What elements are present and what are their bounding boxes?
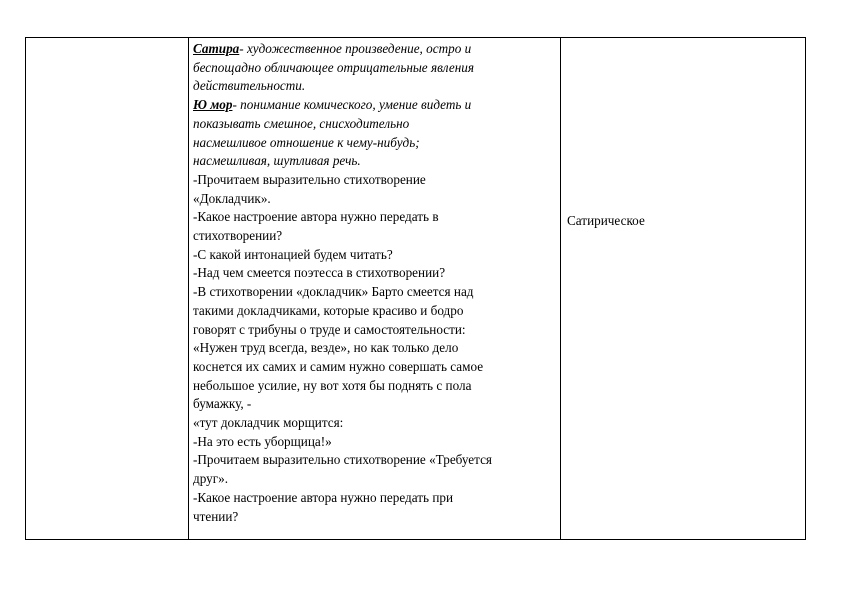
text-line: -Прочитаем выразительно стихотворение «Требуется <box>193 452 492 468</box>
text-line: -Прочитаем выразительно стихотворение <box>193 171 426 187</box>
lesson-table <box>25 37 806 540</box>
definition-line: показывать смешное, снисходительно <box>193 115 410 131</box>
text-line: -На это есть уборщица!» <box>193 433 332 449</box>
text-line: говорят с трибуны о труде и самостоятельности: <box>193 321 466 337</box>
definition-line: насмешливое отношение к чему-нибудь; <box>193 134 420 150</box>
text-line: -Какое настроение автора нужно передать в <box>193 209 439 225</box>
text-line: «тут докладчик морщится: <box>193 415 344 431</box>
text-line: -Какое настроение автора нужно передать при <box>193 489 454 505</box>
definition-line: Ю мор- понимание комического, умение видеть и <box>193 97 472 113</box>
text-line: бумажку, - <box>193 396 252 412</box>
table-cell-left <box>26 38 188 539</box>
table-cell-content <box>189 38 561 539</box>
definition-term: Ю мор <box>193 97 233 113</box>
text-line: -Над чем смеется поэтесса в стихотворении? <box>193 265 446 281</box>
text-line: коснется их самих и самим нужно совершать самое <box>193 358 484 374</box>
result-text: Сатирическое <box>567 213 645 228</box>
definition-term: Сатира <box>193 41 240 56</box>
definition-line: Сатира- художественное произведение, остро и <box>193 41 472 56</box>
table-cell-result <box>561 38 805 539</box>
definition-line: насмешливая, шутливая речь. <box>193 153 361 169</box>
text-line: небольшое усилие, ну вот хотя бы поднять с пола <box>193 377 472 393</box>
definition-line: беспощадно обличающее отрицательные явления <box>193 59 475 75</box>
text-line: -В стихотворении «докладчик» Барто смеется над <box>193 284 474 300</box>
text-line: такими докладчиками, которые красиво и бодро <box>193 302 464 318</box>
text-line: «Нужен труд всегда, везде», но как только дело <box>193 340 459 356</box>
text-line: чтении? <box>193 508 239 524</box>
text-line: «Докладчик». <box>193 190 271 206</box>
definition-line: действительности. <box>193 78 306 94</box>
text-line: стихотворении? <box>193 228 283 244</box>
text-line: друг». <box>193 471 229 487</box>
text-line: -С какой интонацией будем читать? <box>193 246 393 262</box>
